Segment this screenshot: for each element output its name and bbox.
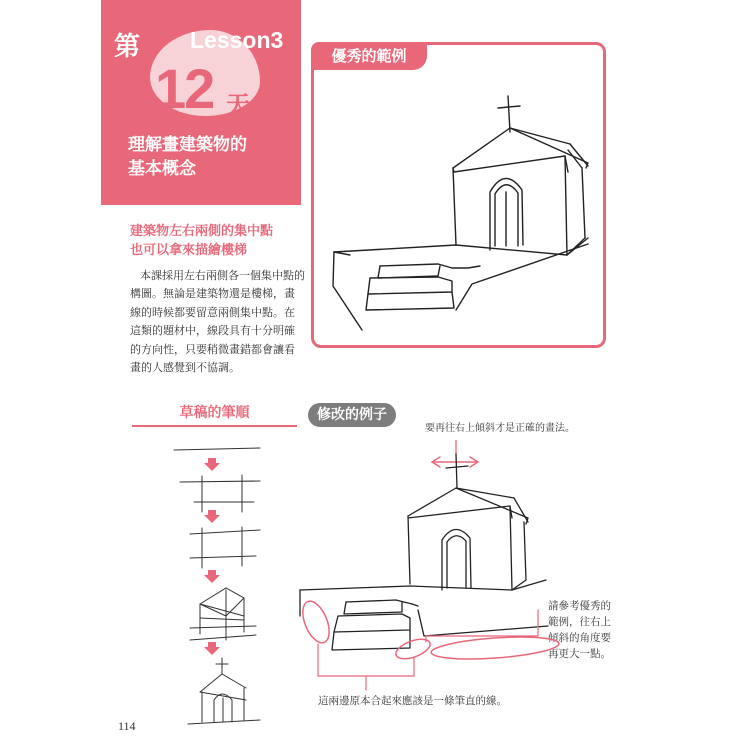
revised-example-tag: 修改的例子 (308, 403, 396, 427)
day-number: 12 (155, 57, 214, 120)
body-paragraph: 本課採用左右兩側各一個集中點的構圖。無論是建築物還是樓梯，畫線的時候都要留意兩側集中點。在這類的題材中，線段具有十分明確的方向性，只要稍微畫錯都會讓看畫的人感覺到不協調。 (130, 269, 305, 375)
good-example-tag: 優秀的範例 (311, 42, 427, 70)
lesson-title-line2: 基本概念 (128, 159, 196, 179)
annotation-right-line1: 請參考優秀的 (548, 600, 611, 612)
lesson-di-label: 第 (114, 32, 141, 62)
subheading-line2: 也可以拿來描繪樓梯 (130, 243, 248, 258)
annotation-right-line2: 範例，往右上 (548, 616, 611, 628)
lesson-label: Lesson3 (190, 27, 284, 53)
day-suffix: 天 (226, 91, 250, 119)
subheading-line1: 建築物左右兩側的集中點 (130, 224, 274, 239)
section-subheading (130, 222, 273, 260)
draft-title-underline (132, 425, 297, 427)
annotation-right-line4: 再更大一點。 (548, 648, 611, 660)
annotation-bottom: 這兩邊原本合起來應該是一條筆直的線。 (318, 695, 507, 707)
lesson-title (128, 133, 247, 181)
draft-steps-sketches (160, 430, 280, 730)
draft-steps-title: 草稿的筆順 (179, 405, 250, 421)
revised-example-church-drawing (290, 440, 560, 700)
annotation-right-line3: 傾斜的角度要 (548, 632, 611, 644)
page-number: 114 (118, 719, 136, 733)
annotation-top: 要再往右上傾斜才是正確的畫法。 (425, 423, 575, 434)
lesson-title-line1: 理解畫建築物的 (128, 135, 247, 155)
good-example-church-drawing (320, 80, 600, 340)
